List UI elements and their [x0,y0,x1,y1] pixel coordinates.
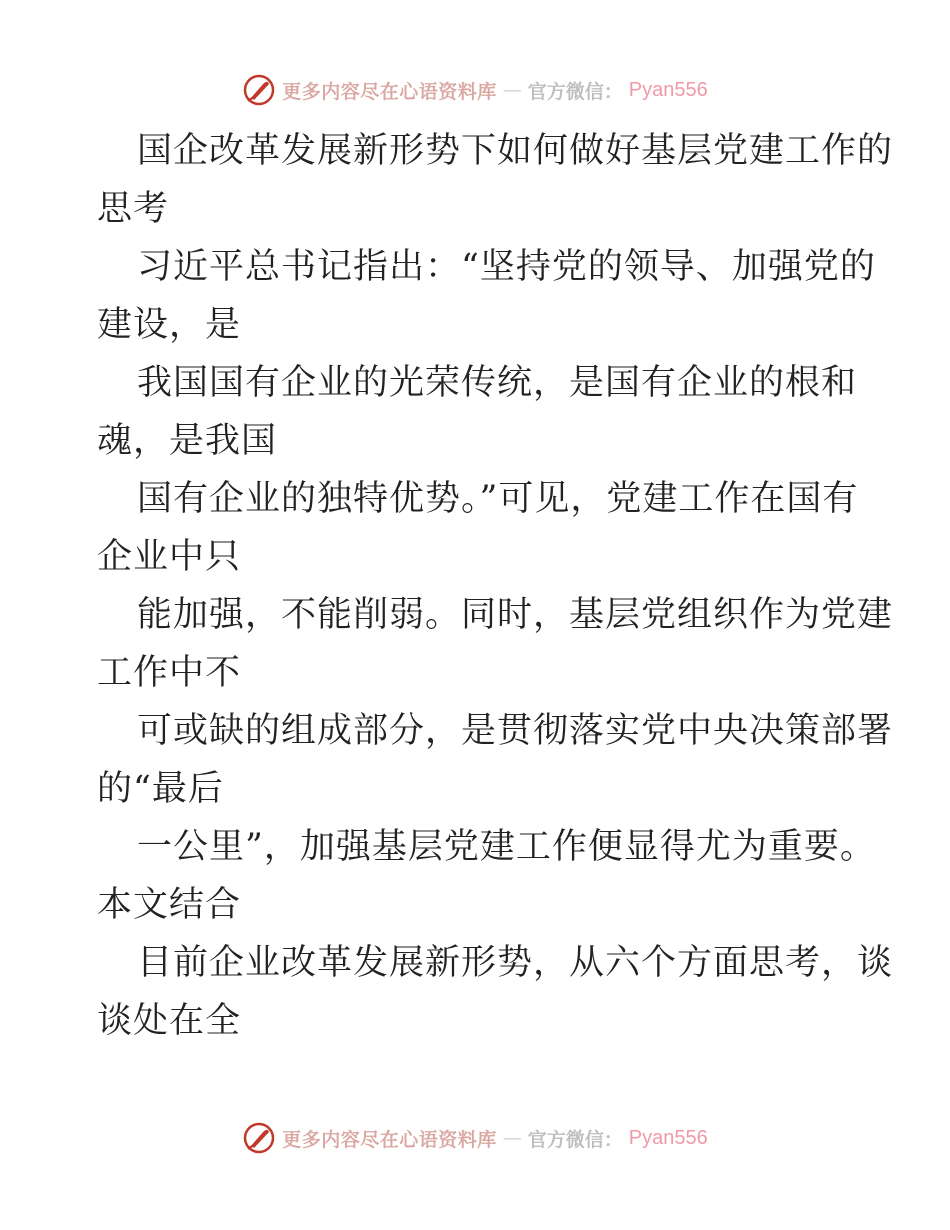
watermark-text: 更多内容尽在心语资料库 [282,80,497,103]
quill-pen-logo-icon [242,1121,276,1155]
header-watermark [0,70,950,110]
body-line: 魂，是我国 [97,421,278,461]
body-line: 目前企业改革发展新形势，从六个方面思考，谈 [137,943,894,983]
watermark-wechat-id: Pyan556 [628,1126,708,1149]
body-line: 工作中不 [97,653,242,693]
body-line: 能加强，不能削弱。同时，基层党组织作为党建 [137,595,894,635]
body-line: 建设，是 [97,305,242,345]
document-title-line-2: 思考 [97,189,170,229]
body-line: 我国国有企业的光荣传统，是国有企业的根和 [137,363,858,403]
document-body [97,122,894,1050]
document-title-line-1: 国企改革发展新形势下如何做好基层党建工作的 [137,131,894,171]
watermark-text: 更多内容尽在心语资料库 [282,1128,497,1151]
body-line: 可或缺的组成部分，是贯彻落实党中央决策部署 [137,711,894,751]
watermark-dash: — [502,1127,522,1149]
body-line: 习近平总书记指出：“坚持党的领导、加强党的 [137,247,876,287]
quill-pen-logo-icon [242,73,276,107]
body-line: 企业中只 [97,537,242,577]
body-line: 的“最后 [97,769,224,809]
body-line: 谈处在全 [97,1001,242,1041]
watermark-wechat-id: Pyan556 [628,78,708,101]
watermark-dash: — [502,79,522,101]
watermark-official-label: 官方微信： [527,1128,623,1151]
body-line: 本文结合 [97,885,242,925]
footer-watermark [0,1118,950,1158]
body-line: 一公里”，加强基层党建工作便显得尤为重要。 [137,827,876,867]
watermark-official-label: 官方微信： [527,80,623,103]
body-line: 国有企业的独特优势。”可见，党建工作在国有 [137,479,859,519]
